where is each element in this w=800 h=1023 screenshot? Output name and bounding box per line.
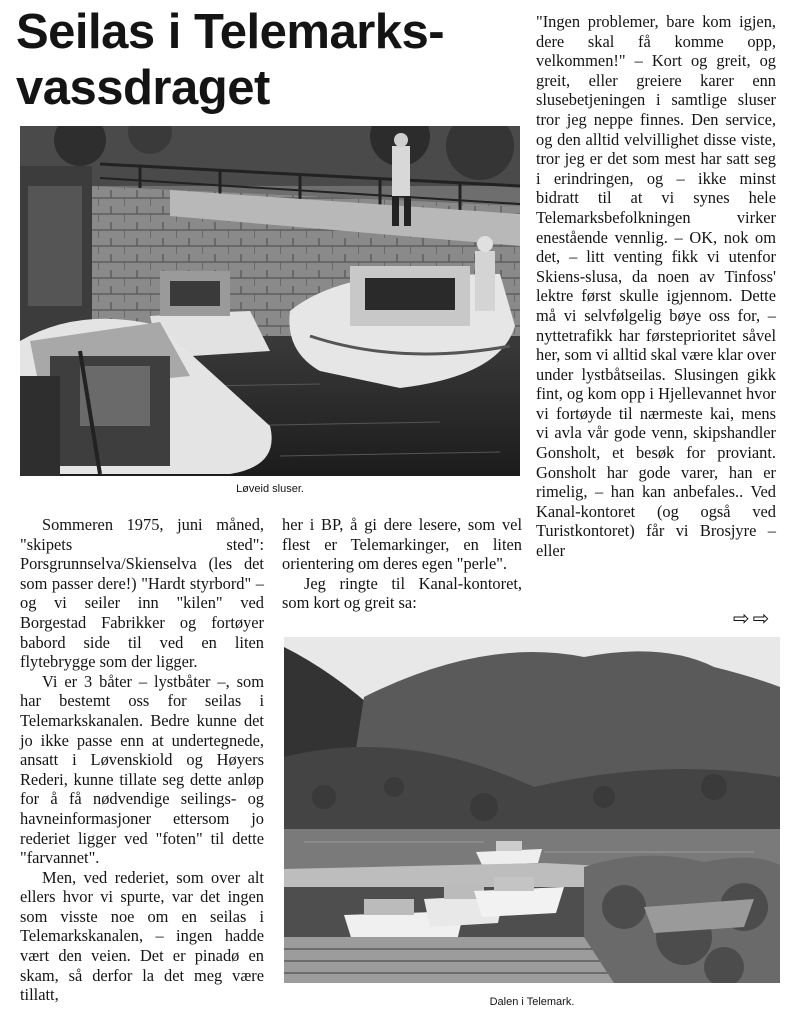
photo-dalen-harbor <box>284 637 780 983</box>
photo-caption-top: Løveid sluser. <box>236 483 304 495</box>
column-left-paragraph-2: Vi er 3 båter – lystbåter –, som har bestemt oss for seilas i Telemarkskanalen. Bedre kunne det jo ikke passe enn at undertegnede, ansatt i Løvenskiold og Høyers Rederi, kunne tillate seg dette anløp for å få nødvendige seilings- og havneinformasjoner ettersom jo rederiet ligger ved "foten" til dette "farvannet". <box>20 671 264 868</box>
article-title: Seilas i Telemarks-vassdraget <box>16 5 445 115</box>
photo-caption-bottom: Dalen i Telemark. <box>489 996 575 1008</box>
column-middle-paragraph-2: Jeg ringte til Kanal-kontoret, som kort og greit sa: <box>282 573 522 613</box>
article-column-middle <box>282 515 522 613</box>
article-column-right <box>536 12 776 561</box>
column-middle-paragraph-1: her i BP, å gi dere lesere, som vel flest er Telemarkinger, en liten orientering om deres egen "perle". <box>282 515 522 574</box>
column-right-paragraph: "Ingen problemer, bare kom igjen, dere skal få komme opp, velkommen!" – Kort og greit, og greit, eller greiere karer enn slusebetjeningen i samtlige sluser tror jeg neppe finnes. Den service, og den alltid velvillighet disse viste, tror jeg er det som mest har satt seg i erindringen, og – ikke minst bidratt til at vi synes hele Telemarksbefolkningen virker enestående vennlig. – OK, nok om det, – litt venting fikk vi utenfor Skiens-slusa, da noen av Tinfoss' lektre først skulle igjennom. Dette må vi selvfølgelig bøye oss for, – nyttetrafikk har førsteprioritet såvel her, som vi alltid skal være klar over under lystbåtseilas. Slusingen gikk fint, og kom opp i Hjellevannet hvor vi fortøyde til nærmeste kai, mens vi avla vår gode venn, skipshandler Gonsholt, et besøk for proviant. Gonsholt har gode varer, han er rimelig, – han kan anbefales.. Ved Kanal-kontoret (og også ved Turistkontoret) får vi Brosjyre – eller <box>536 12 776 561</box>
continue-arrows-icon: ⇨⇨ <box>733 606 773 630</box>
article-column-left <box>20 515 264 1005</box>
photo-loveid-locks <box>20 126 520 476</box>
column-left-paragraph-3: Men, ved rederiet, som over alt ellers hvor vi spurte, var det ingen som visste noe om en seilas i Telemarkskanalen, – ingen hadde vært den veien. Det er pinadø en skam, så derfor la det meg være tillatt, <box>20 867 264 1005</box>
column-left-paragraph-1: Sommeren 1975, juni måned, "skipets sted": Porsgrunnselva/Skienselva (les det som passer dere!) "Hardt styrbord" – og vi seiler inn "kilen" ved Borgestad Fabrikker og fortøyer babord side til ved en liten flytebrygge som der ligger. <box>20 515 264 672</box>
